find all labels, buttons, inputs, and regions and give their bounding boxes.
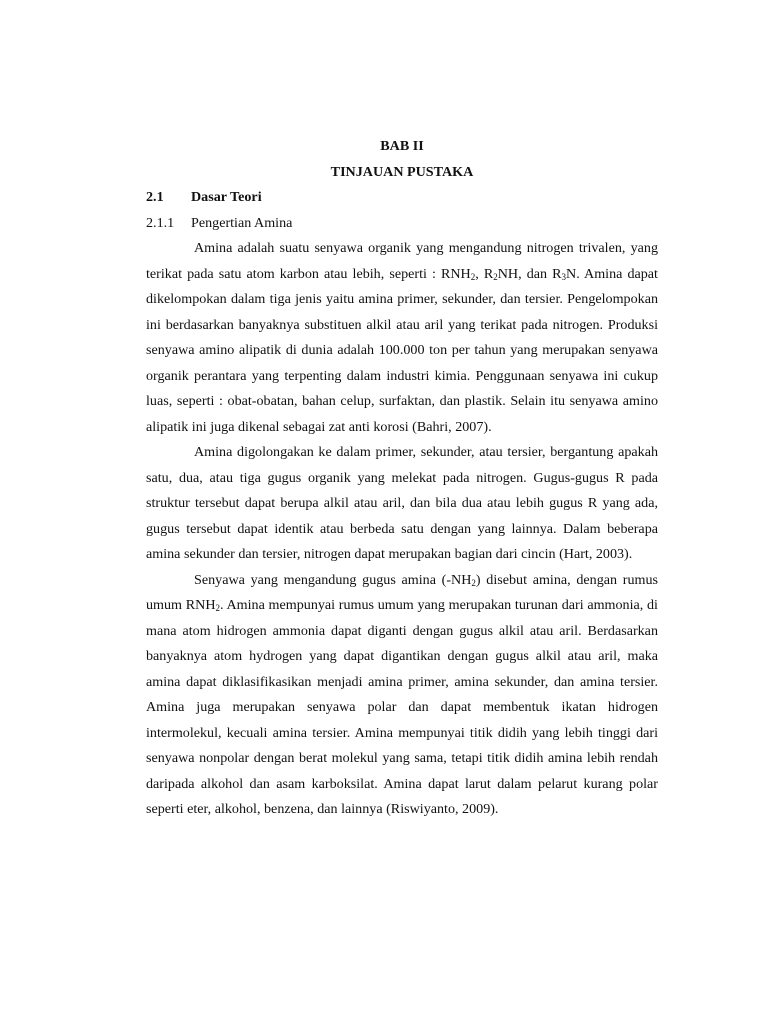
subsection-title: Pengertian Amina	[191, 214, 293, 231]
subscript: 2	[215, 603, 220, 613]
subscript: 3	[561, 271, 567, 282]
paragraph-amina-properties	[146, 568, 658, 823]
page-content	[146, 134, 658, 823]
paragraph-amina-classification: Amina digolongakan ke dalam primer, sekunder, atau tersier, bergantung apakah satu, dua, atau tiga gugus organik yang melekat pada nitrogen. Gugus-gugus R pada struktur tersebut dapat berupa alkil atau aril, dan bila dua atau lebih gugus R yang ada, gugus tersebut dapat identik atau berbeda satu dengan yang lainnya. Dalam beberapa amina sekunder dan tersier, nitrogen dapat merupakan bagian dari cincin (Hart, 2003).	[146, 444, 658, 562]
subsection-heading	[146, 211, 658, 237]
paragraph-text: NH, dan R	[497, 265, 562, 282]
section-heading	[146, 185, 658, 211]
paragraph-text: . Amina mempunyai rumus umum yang merupakan turunan dari ammonia, di mana atom hidrogen ammonia dapat diganti dengan gugus alkil atau aril. Berdasarkan banyaknya atom hydrogen yang dapat digantikan dengan gugus alkil atau aril, maka amina dapat diklasifikasikan menjadi amina primer, amina sekunder, dan amina tersier. Amina juga merupakan senyawa polar dan dapat membentuk ikatan hidrogen intermolekul, kecuali amina tersier. Amina mempunyai titik didih yang lebih tinggi dari senyawa nonpolar dengan berat molekul yang sama, tetapi titik didih amina lebih rendah daripada alkohol dan asam karboksilat. Amina dapat larut dalam pelarut kurang polar seperti eter, alkohol, benzena, dan lainnya (Riswiyanto, 2009).	[146, 597, 658, 817]
chapter-title: TINJAUAN PUSTAKA	[330, 163, 474, 180]
paragraph-text: N. Amina dapat dikelompokan dalam tiga jenis yaitu amina primer, sekunder, dan tersier. Pengelompokan ini berdasarkan banyaknya substituen alkil atau aril yang terikat pada nitrogen. Produksi senyawa amino alipatik di dunia adalah 100.000 ton per tahun yang merupakan senyawa organik perantara yang terpenting dalam industri kimia. Penggunaan senyawa ini cukup luas, seperti : obat-obatan, bahan celup, surfaktan, dan plastik. Selain itu senyawa amino alipatik ini juga dikenal sebagai zat anti korosi (Bahri, 2007).	[146, 265, 658, 435]
paragraph-text: Senyawa yang mengandung gugus amina (-NH	[194, 571, 472, 588]
subscript: 2	[493, 271, 498, 282]
paragraph-amina-definition	[146, 236, 658, 440]
paragraph-text: Amina adalah suatu senyawa organik yang mengandung nitrogen trivalen, yang terikat pada satu atom karbon atau lebih, seperti : RNH	[146, 240, 658, 282]
paragraph-text: , R	[475, 265, 494, 282]
chapter-number: BAB II	[380, 138, 424, 154]
subscript: 2	[470, 271, 476, 282]
subsection-number: 2.1.1	[146, 214, 175, 231]
section-title: Dasar Teori	[191, 189, 262, 205]
paragraph-text: ) disebut amina, dengan rumus umum RNH	[146, 571, 658, 613]
section-number: 2.1	[146, 189, 164, 205]
subscript: 2	[471, 577, 476, 588]
